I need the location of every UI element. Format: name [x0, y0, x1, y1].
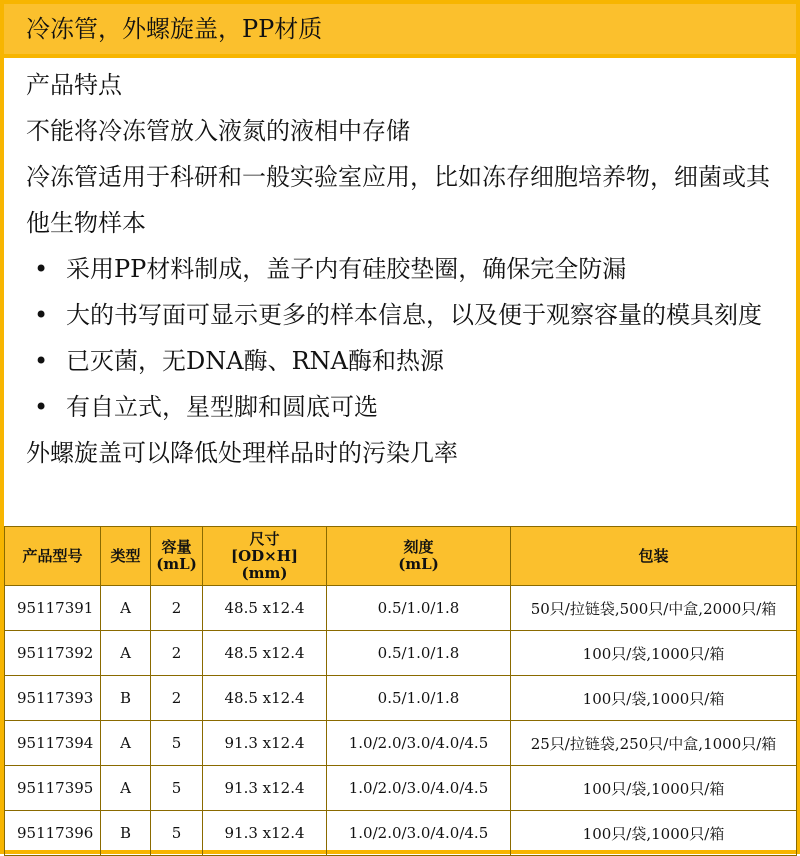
spec-table	[4, 526, 797, 856]
title-bar	[4, 4, 796, 58]
bullet-dot-icon: •	[34, 393, 49, 421]
cell-scale: 0.5/1.0/1.8	[327, 631, 511, 676]
cell-size: 91.3 x12.4	[203, 721, 327, 766]
cell-size: 91.3 x12.4	[203, 766, 327, 811]
bullet-item	[26, 338, 786, 384]
cell-code: 95117396	[5, 811, 101, 856]
header-pack: 包装	[511, 527, 797, 586]
cell-code: 95117395	[5, 766, 101, 811]
table-header-row	[5, 527, 797, 586]
bullet-dot-icon: •	[34, 347, 49, 375]
bullet-text: 已灭菌，无DNA酶、RNA酶和热源	[66, 347, 444, 375]
cell-pack: 50只/拉链袋,500只/中盒,2000只/箱	[511, 586, 797, 631]
bullet-text: 采用PP材料制成，盖子内有硅胶垫圈，确保完全防漏	[66, 255, 627, 283]
table-row	[5, 721, 797, 766]
bullet-dot-icon: •	[34, 301, 49, 329]
cell-type: B	[101, 676, 151, 721]
spec-table-container	[4, 526, 796, 856]
cell-size: 48.5 x12.4	[203, 631, 327, 676]
cell-scale: 0.5/1.0/1.8	[327, 586, 511, 631]
bullet-item	[26, 292, 786, 338]
cell-code: 95117392	[5, 631, 101, 676]
bullet-item	[26, 384, 786, 430]
cell-pack: 100只/袋,1000只/箱	[511, 631, 797, 676]
cell-pack: 100只/袋,1000只/箱	[511, 811, 797, 856]
header-scale: 刻度 (mL)	[327, 527, 511, 586]
header-capacity: 容量 (mL)	[151, 527, 203, 586]
usage-description: 冷冻管适用于科研和一般实验室应用，比如冻存细胞培养物，细菌或其他生物样本	[26, 163, 770, 237]
table-row	[5, 676, 797, 721]
cell-capacity: 2	[151, 631, 203, 676]
bullet-text: 大的书写面可显示更多的样本信息，以及便于观察容量的模具刻度	[66, 301, 762, 329]
cell-capacity: 2	[151, 586, 203, 631]
cell-code: 95117391	[5, 586, 101, 631]
cell-code: 95117393	[5, 676, 101, 721]
cell-capacity: 5	[151, 811, 203, 856]
closing-note: 外螺旋盖可以降低处理样品时的污染几率	[26, 439, 458, 467]
header-code: 产品型号	[5, 527, 101, 586]
cell-type: A	[101, 586, 151, 631]
header-type: 类型	[101, 527, 151, 586]
table-row	[5, 811, 797, 856]
bullet-dot-icon: •	[34, 255, 49, 283]
cell-scale: 1.0/2.0/3.0/4.0/4.5	[327, 811, 511, 856]
bullet-item	[26, 246, 786, 292]
cell-type: A	[101, 766, 151, 811]
cell-pack: 25只/拉链袋,250只/中盒,1000只/箱	[511, 721, 797, 766]
storage-warning: 不能将冷冻管放入液氮的液相中存储	[26, 117, 410, 145]
header-size: 尺寸 [OD×H] (mm)	[203, 527, 327, 586]
cell-type: A	[101, 721, 151, 766]
bullet-text: 有自立式，星型脚和圆底可选	[66, 393, 378, 421]
cell-size: 91.3 x12.4	[203, 811, 327, 856]
cell-scale: 1.0/2.0/3.0/4.0/4.5	[327, 721, 511, 766]
cell-type: A	[101, 631, 151, 676]
cell-scale: 0.5/1.0/1.8	[327, 676, 511, 721]
cell-size: 48.5 x12.4	[203, 676, 327, 721]
cell-pack: 100只/袋,1000只/箱	[511, 676, 797, 721]
cell-size: 48.5 x12.4	[203, 586, 327, 631]
table-row	[5, 586, 797, 631]
features-heading: 产品特点	[26, 71, 122, 99]
page-title: 冷冻管，外螺旋盖，PP材质	[26, 15, 323, 43]
cell-capacity: 5	[151, 721, 203, 766]
table-row	[5, 766, 797, 811]
table-row	[5, 631, 797, 676]
product-description	[26, 62, 786, 476]
cell-scale: 1.0/2.0/3.0/4.0/4.5	[327, 766, 511, 811]
cell-pack: 100只/袋,1000只/箱	[511, 766, 797, 811]
cell-code: 95117394	[5, 721, 101, 766]
cell-type: B	[101, 811, 151, 856]
cell-capacity: 5	[151, 766, 203, 811]
cell-capacity: 2	[151, 676, 203, 721]
